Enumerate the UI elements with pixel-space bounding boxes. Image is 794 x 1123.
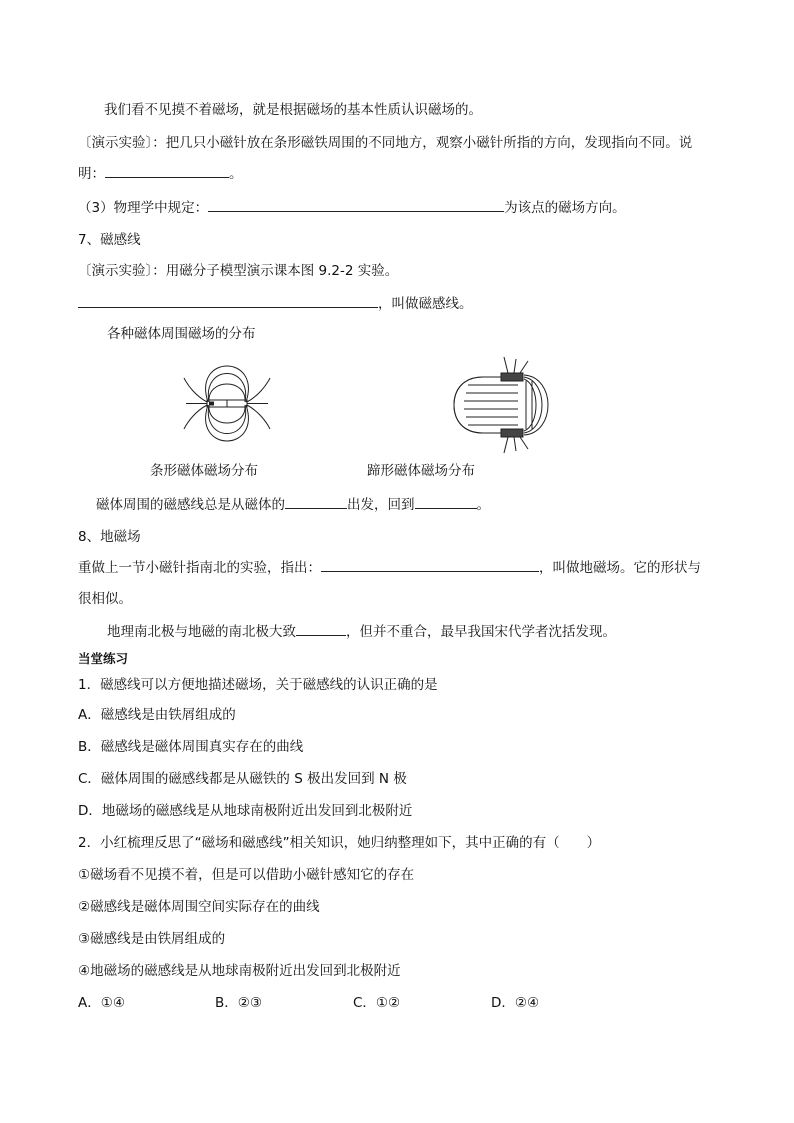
- geomagnetic-blank[interactable]: [321, 558, 539, 572]
- geomagnetic-prefix: 重做上一节小磁针指南北的实验，指出：: [78, 560, 321, 576]
- to-pole-blank[interactable]: [415, 495, 477, 509]
- section-7-demo: 〔演示实验〕：用磁分子模型演示课本图 9.2-2 实验。: [78, 263, 399, 279]
- geomagnetic-line2: 很相似。: [78, 591, 132, 607]
- magnetic-line-definition: [78, 294, 473, 313]
- q2-item-3: ③磁感线是由铁屑组成的: [78, 931, 226, 947]
- definition-blank[interactable]: [78, 294, 378, 308]
- horseshoe-magnet-field-figure: [448, 355, 558, 455]
- geomagnetic-line1: [78, 558, 701, 577]
- poles-suffix: ，但并不重合，最早我国宋代学者沈括发现。: [346, 624, 616, 640]
- field-direction-middle: 出发，回到: [347, 497, 415, 513]
- section-7-title: 7、磁感线: [78, 232, 141, 248]
- intro-text: 我们看不见摸不着磁场，就是根据磁场的基本性质认识磁场的。: [104, 102, 482, 118]
- q2-choice-b[interactable]: B．②③: [215, 995, 262, 1011]
- field-direction-line: [96, 495, 490, 514]
- field-direction-prefix: 磁体周围的磁感线总是从磁体的: [96, 497, 285, 513]
- distribution-title: 各种磁体周围磁场的分布: [107, 326, 256, 342]
- q2-choice-c[interactable]: C．①②: [353, 995, 401, 1011]
- q2-item-2: ②磁感线是磁体周围空间实际存在的曲线: [78, 899, 320, 915]
- definition-suffix: ，叫做磁感线。: [378, 296, 473, 312]
- demo1-suffix: 。: [229, 166, 243, 182]
- rule-line: [78, 198, 626, 217]
- rule-prefix: （3）物理学中规定：: [78, 200, 209, 216]
- poles-prefix: 地理南北极与地磁的南北极大致: [107, 624, 296, 640]
- poles-blank[interactable]: [296, 622, 346, 636]
- q2-item-1: ①磁场看不见摸不着，但是可以借助小磁针感知它的存在: [78, 867, 415, 883]
- bar-magnet-caption: 条形磁体磁场分布: [150, 463, 258, 479]
- q2-choice-a[interactable]: A．①④: [78, 995, 125, 1011]
- horseshoe-magnet-caption: 蹄形磁体磁场分布: [367, 463, 475, 479]
- geomagnetic-suffix: ，叫做地磁场。它的形状与: [539, 560, 701, 576]
- q1-option-a[interactable]: A．磁感线是由铁屑组成的: [78, 707, 236, 723]
- from-pole-blank[interactable]: [285, 495, 347, 509]
- q1-option-d[interactable]: D．地磁场的磁感线是从地球南极附近出发回到北极附近: [78, 803, 413, 819]
- demo1-blank[interactable]: [105, 164, 229, 178]
- q2-choice-d[interactable]: D．②④: [491, 995, 540, 1011]
- q2-item-4: ④地磁场的磁感线是从地球南极附近出发回到北极附近: [78, 963, 401, 979]
- demo1-line2: [78, 164, 243, 183]
- practice-title: 当堂练习: [78, 651, 129, 666]
- rule-blank[interactable]: [208, 198, 504, 212]
- q1-option-c[interactable]: C．磁体周围的磁感线都是从磁铁的 S 极出发回到 N 极: [78, 771, 407, 787]
- rule-suffix: 为该点的磁场方向。: [504, 200, 626, 216]
- q1-option-b[interactable]: B．磁感线是磁体周围真实存在的曲线: [78, 739, 304, 755]
- q2-stem: 2．小红梳理反思了“磁场和磁感线”相关知识，她归纳整理如下，其中正确的有（ ）: [78, 835, 601, 851]
- demo1-line1: 〔演示实验〕：把几只小磁针放在条形磁铁周围的不同地方，观察小磁针所指的方向，发现指向不同。说: [78, 135, 693, 151]
- q1-stem: 1．磁感线可以方便地描述磁场，关于磁感线的认识正确的是: [78, 677, 438, 693]
- demo1-prefix: 明：: [78, 166, 105, 182]
- bar-magnet-field-figure: [182, 356, 272, 456]
- geomagnetic-poles-line: [107, 622, 616, 641]
- section-8-title: 8、地磁场: [78, 529, 141, 545]
- field-direction-suffix: 。: [476, 497, 490, 513]
